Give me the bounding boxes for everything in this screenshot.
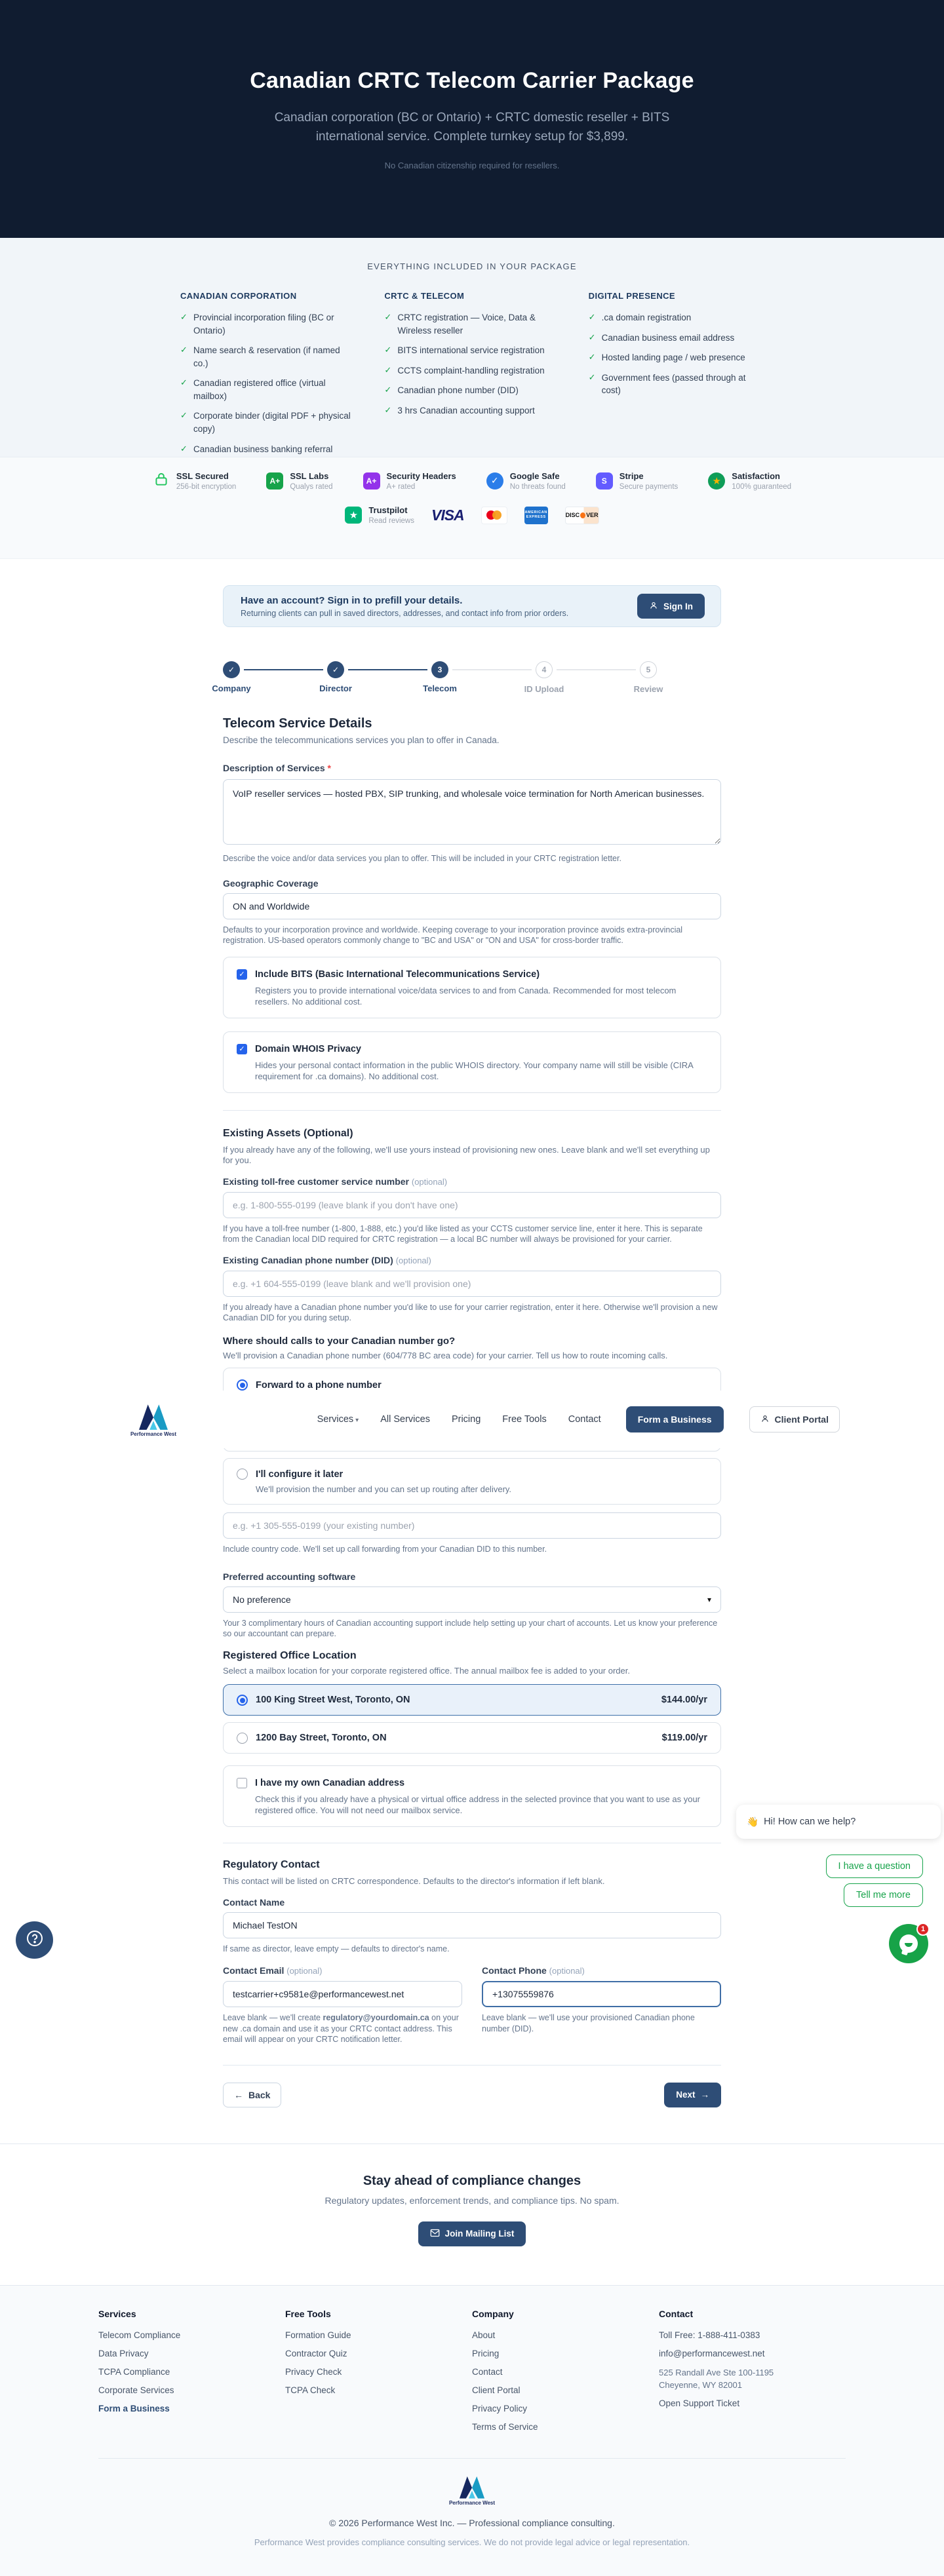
list-item: [180, 377, 355, 402]
accounting-label: Preferred accounting software: [223, 1571, 356, 1582]
radio-unselected-icon[interactable]: [237, 1469, 248, 1480]
amex-logo: [524, 507, 548, 524]
check-icon: ✓: [227, 665, 235, 674]
list-item: [384, 364, 559, 377]
list-item-label: Canadian registered office (virtual mailbox): [193, 378, 326, 401]
amex-text: EXPRESS: [526, 515, 546, 519]
sign-in-button[interactable]: [637, 594, 705, 619]
included-columns: [180, 291, 764, 463]
required-asterisk: *: [327, 763, 331, 773]
existing-assets-heading: Existing Assets (Optional): [223, 1127, 353, 1139]
optional-tag: (optional): [411, 1176, 448, 1187]
regulatory-desc: This contact will be listed on CRTC correspondence. Defaults to the director's information if left blank.: [223, 1876, 605, 1886]
description-label: [223, 762, 721, 774]
question-mark-icon: [25, 1929, 45, 1951]
check-icon: ✓: [180, 377, 187, 388]
radio-selected-icon[interactable]: [237, 1379, 248, 1391]
footer-address-line1: 525 Randall Ave Ste 100-1195: [659, 2367, 774, 2377]
footer-link-contact[interactable]: Contact: [472, 2366, 503, 2377]
step-number: 5: [646, 665, 651, 674]
accounting-help: Your 3 complimentary hours of Canadian accounting support include help setting up your chart of accounts. Let us know your preference so our accountant can prepare.: [223, 1618, 718, 1638]
discover-text: VER: [586, 512, 599, 518]
footer-brand-logo: [441, 2474, 503, 2506]
badge-stripe: [596, 471, 678, 491]
arrow-right-icon: →: [700, 2090, 709, 2100]
contact-email-input[interactable]: [223, 1981, 462, 2007]
chevron-down-icon: ▾: [707, 1594, 711, 1604]
step-connector: [348, 669, 427, 670]
progress-stepper: [212, 652, 721, 694]
form-a-business-button[interactable]: Form a Business: [626, 1406, 724, 1432]
page-title: Canadian CRTC Telecom Carrier Package: [250, 67, 694, 93]
configure-later-label: I'll configure it later: [256, 1469, 344, 1480]
step-company[interactable]: [212, 661, 251, 693]
help-button[interactable]: [16, 1921, 53, 1959]
user-icon: [649, 601, 658, 612]
client-portal-label: Client Portal: [774, 1414, 829, 1425]
check-icon: ✓: [588, 352, 596, 362]
list-item-label: CCTS complaint-handling registration: [397, 365, 545, 375]
label-text: Contact Email: [223, 1965, 285, 1976]
bits-description: Registers you to provide international voice/data services to and from Canada. Recommended for most telecom resellers. No additional cost.: [255, 985, 677, 1007]
footer-column-title: Free Tools: [285, 2308, 331, 2319]
list-item: [180, 410, 355, 435]
client-portal-button[interactable]: [749, 1406, 840, 1432]
footer-link-tcpa-compliance[interactable]: TCPA Compliance: [98, 2366, 170, 2377]
trust-badges-row: [0, 471, 944, 491]
list-item: [384, 404, 559, 417]
badge-text: [620, 471, 678, 491]
footer-column-title: Services: [98, 2308, 136, 2319]
footer-link-data-privacy[interactable]: Data Privacy: [98, 2348, 149, 2358]
badge-title: Google Safe: [509, 471, 560, 481]
check-icon: ✓: [588, 372, 596, 382]
forward-phone-input[interactable]: [223, 1512, 721, 1539]
copyright: © 2026 Performance West Inc. — Professional compliance consulting.: [329, 2517, 615, 2528]
signin-title: Have an account? Sign in to prefill your details.: [241, 594, 463, 606]
contact-name-label: Contact Name: [223, 1896, 285, 1908]
label-text: Existing Canadian phone number (DID): [223, 1254, 393, 1265]
footer-address-line2: Cheyenne, WY 82001: [659, 2379, 742, 2390]
list-item: [180, 443, 355, 456]
routing-heading: Where should calls to your Canadian number go?: [223, 1335, 456, 1347]
step-connector: [452, 669, 532, 670]
did-label: [223, 1254, 721, 1267]
forward-option-label: Forward to a phone number: [256, 1380, 382, 1391]
office-option-label: 1200 Bay Street, Toronto, ON: [256, 1733, 387, 1743]
tollfree-label: [223, 1176, 721, 1188]
column-digital-presence: [589, 291, 764, 463]
badge-subtitle: 256-bit encryption: [176, 482, 237, 491]
office-option-king-street[interactable]: [223, 1684, 721, 1716]
list-item-label: Provincial incorporation filing (BC or Ontario): [193, 313, 334, 336]
step-review[interactable]: [633, 661, 663, 694]
list-item: [589, 311, 764, 324]
top-navbar: [0, 1391, 944, 1448]
step-number: 4: [541, 665, 547, 674]
check-icon: ✓: [384, 364, 392, 375]
footer-link-privacy-check[interactable]: Privacy Check: [285, 2366, 342, 2377]
back-label: Back: [248, 2089, 271, 2100]
footer-toll-free[interactable]: Toll Free: 1-888-411-0383: [659, 2330, 760, 2340]
step-label: Company: [212, 683, 251, 693]
contact-phone-input[interactable]: [482, 1981, 721, 2007]
divider: [223, 1110, 721, 1111]
mailing-list-section: [0, 2143, 944, 2285]
existing-assets-desc: If you already have any of the following, we'll use yours instead of provisioning new ones. Leave blank and we'll set everything up for you.: [223, 1144, 710, 1165]
column-title: CANADIAN CORPORATION: [180, 291, 297, 301]
did-input[interactable]: [223, 1271, 721, 1297]
own-address-card[interactable]: [223, 1765, 721, 1827]
step-label: Review: [633, 684, 663, 694]
visa-logo: VISA: [431, 506, 464, 524]
badge-google-safe: [486, 471, 566, 491]
accounting-select[interactable]: [223, 1586, 721, 1613]
list-item-label: BITS international service registration: [397, 345, 545, 356]
badge-subtitle: 100% guaranteed: [732, 482, 792, 491]
chevron-down-icon: ▾: [355, 1417, 359, 1424]
bits-option-text: [255, 968, 707, 1007]
footer-link-corporate-services[interactable]: Corporate Services: [98, 2385, 174, 2395]
list-item: [384, 384, 559, 397]
list-item-label: Canadian phone number (DID): [397, 385, 519, 396]
whois-description: Hides your personal contact information in the public WHOIS directory. Your company name will still be visible (CIRA requirement for .ca domains). No additional cost.: [255, 1060, 694, 1081]
check-icon: ✓: [180, 312, 187, 322]
own-address-desc: Check this if you already have a physical or virtual office address in the selected province that you want to use as your registered office. You will not need our mailbox service.: [255, 1794, 701, 1815]
trust-badges-section: [0, 457, 944, 559]
label-text: Contact Phone: [482, 1965, 547, 1976]
configure-later-option-card[interactable]: [223, 1458, 721, 1505]
label-text: Description of Services: [223, 763, 325, 773]
badge-subtitle: Qualys rated: [290, 482, 333, 491]
badge-security-headers: [363, 471, 456, 491]
included-section: [0, 238, 944, 457]
badge-text: [510, 471, 566, 491]
footer-link-formation-guide[interactable]: Formation Guide: [285, 2330, 351, 2340]
bits-option-card[interactable]: [223, 957, 721, 1018]
column-crtc-telecom: [384, 291, 559, 463]
amex-text: AMERICAN: [524, 510, 547, 514]
signin-banner: [223, 585, 721, 627]
coverage-input[interactable]: [223, 893, 721, 919]
office-option-price: $119.00/yr: [661, 1733, 707, 1743]
list-item: [589, 332, 764, 345]
routing-desc: We'll provision a Canadian phone number (604/778 BC area code) for your carrier. Tell us how to route incoming calls.: [223, 1350, 668, 1360]
badge-title: Trustpilot: [368, 505, 408, 515]
office-heading: Registered Office Location: [223, 1649, 357, 1661]
chat-unread-badge: 1: [916, 1923, 930, 1936]
badge-text: [290, 471, 332, 491]
contact-phone-help: Leave blank — we'll use your provisioned Canadian phone number (DID).: [482, 2013, 695, 2033]
check-icon: ✓: [180, 345, 187, 355]
contact-name-help: If same as director, leave empty — defaults to director's name.: [223, 1944, 450, 1953]
optional-tag: (optional): [549, 1966, 585, 1976]
brand-name: Performance West: [448, 2499, 496, 2506]
check-icon: ✓: [384, 312, 392, 322]
footer-link-form-a-business[interactable]: Form a Business: [98, 2403, 170, 2413]
tollfree-input[interactable]: [223, 1192, 721, 1218]
badge-title: Satisfaction: [732, 471, 780, 481]
badge-subtitle: Secure payments: [619, 482, 678, 491]
checkbox-checked-icon[interactable]: ✓: [237, 1044, 247, 1054]
badge-title: SSL Labs: [290, 471, 329, 481]
footer-free-tools-column: [285, 2309, 472, 2440]
list-item-label: CRTC registration — Voice, Data & Wireless reseller: [397, 313, 536, 336]
office-desc: Select a mailbox location for your corporate registered office. The annual mailbox fee is added to your order.: [223, 1665, 630, 1676]
check-icon: ✓: [332, 665, 340, 674]
mail-icon: [430, 2229, 440, 2239]
configure-later-text: [256, 1468, 511, 1495]
check-icon: ✓: [588, 312, 596, 322]
step-number: 3: [437, 665, 442, 674]
chat-launcher-button[interactable]: [889, 1924, 928, 1963]
check-icon: ✓: [384, 385, 392, 395]
hero-subtitle: Canadian corporation (BC or Ontario) + CRTC domestic reseller + BITS international service. Complete turnkey setup for $3,899.: [274, 110, 670, 144]
payment-logos-row: [0, 505, 944, 525]
step-label: Director: [319, 683, 352, 693]
optional-tag: (optional): [395, 1255, 431, 1265]
step-label: Telecom: [423, 683, 457, 693]
chat-bubble-icon: [899, 1934, 918, 1953]
contact-phone-label: [482, 1965, 721, 1977]
trustpilot-star-icon: ★: [345, 507, 362, 524]
mastercard-orange-circle: [492, 510, 502, 520]
footer-link-telecom-compliance[interactable]: Telecom Compliance: [98, 2330, 181, 2340]
optional-tag: (optional): [286, 1966, 323, 1976]
did-help: If you already have a Canadian phone number you'd like to use for your carrier registration, enter it here. Otherwise we'll provision a new Canadian DID for you during setup.: [223, 1302, 718, 1322]
tollfree-help: If you have a toll-free number (1-800, 1-888, etc.) you'd like listed as your CCTS customer service line, enter it here. This is separate from the Canadian local DID required for CRTC registration — a local BC number will always be provisioned for your carrier.: [223, 1223, 703, 1244]
list-item-label: 3 hrs Canadian accounting support: [397, 405, 535, 415]
list-item: [589, 351, 764, 364]
footer-link-about[interactable]: About: [472, 2330, 496, 2340]
footer-column-title: Company: [472, 2308, 514, 2319]
checkbox-checked-icon[interactable]: ✓: [237, 969, 247, 980]
office-option-price: $144.00/yr: [661, 1695, 707, 1705]
badge-subtitle: A+ rated: [386, 482, 416, 491]
badge-title: Security Headers: [386, 471, 456, 481]
logo-mark-icon: [138, 1402, 168, 1430]
discover-circle-icon: [580, 512, 585, 518]
footer-columns: [98, 2309, 846, 2440]
label-text: Existing toll-free customer service number: [223, 1176, 409, 1187]
next-button[interactable]: [664, 2083, 721, 2107]
arrow-left-icon: ←: [234, 2089, 243, 2100]
whois-option-text: [255, 1043, 707, 1082]
form-heading: Telecom Service Details: [223, 716, 372, 731]
nav-services[interactable]: [317, 1414, 359, 1425]
column-title: DIGITAL PRESENCE: [588, 291, 675, 301]
list-item-label: Canadian business email address: [601, 332, 735, 343]
contact-phone-field-group: [482, 1965, 721, 2045]
chat-greeting-bubble[interactable]: [736, 1805, 941, 1839]
list-item-label: Name search & reservation (if named co.): [193, 345, 340, 368]
list-item: [384, 344, 559, 357]
whois-title: Domain WHOIS Privacy: [255, 1043, 361, 1054]
brand-logo[interactable]: [122, 1402, 185, 1437]
whois-option-card[interactable]: [223, 1031, 721, 1093]
form-actions: [223, 2083, 721, 2107]
check-icon: ✓: [180, 443, 187, 453]
checkbox-unchecked-icon[interactable]: [237, 1778, 247, 1788]
chat-quick-reply-question[interactable]: I have a question: [826, 1855, 923, 1878]
accounting-selected-value: No preference: [233, 1594, 291, 1605]
office-option-bay-street[interactable]: [223, 1722, 721, 1754]
radio-selected-icon[interactable]: [237, 1695, 248, 1706]
cta-title: Stay ahead of compliance changes: [363, 2173, 581, 2188]
list-item-label: Hosted landing page / web presence: [601, 353, 745, 363]
list-item-label: Corporate binder (digital PDF + physical copy): [193, 411, 351, 434]
stripe-icon: S: [596, 472, 613, 490]
coverage-help: Defaults to your incorporation province and worldwide. Keeping coverage to your incorporation province avoids extra-provincial registration. US-based operators commonly change to "BC and USA" or "ON and USA" for cross-border traffic.: [223, 925, 683, 945]
description-textarea[interactable]: [223, 779, 721, 845]
form-subheading: Describe the telecommunications services you plan to offer in Canada.: [223, 735, 500, 745]
list-item: [384, 311, 559, 337]
column-canadian-corporation: [180, 291, 355, 463]
disclaimer: Performance West provides compliance consulting services. We do not provide legal advice or legal representation.: [254, 2537, 690, 2547]
user-icon: [760, 1414, 770, 1425]
own-address-title: I have my own Canadian address: [255, 1778, 405, 1788]
discover-text: DISC: [565, 512, 580, 518]
list-item: [589, 372, 764, 397]
shield-check-icon: ✓: [486, 472, 503, 490]
a-plus-icon: A+: [266, 472, 283, 490]
contact-email-label: [223, 1965, 462, 1977]
nav-pricing[interactable]: Pricing: [451, 1414, 481, 1425]
radio-unselected-icon[interactable]: [237, 1733, 248, 1744]
footer-contact-column: [659, 2309, 846, 2440]
footer: [0, 2285, 944, 2576]
badge-trustpilot[interactable]: [345, 505, 414, 525]
chat-greeting-text: Hi! How can we help?: [764, 1817, 856, 1827]
footer-link-contractor-quiz[interactable]: Contractor Quiz: [285, 2348, 347, 2358]
list-item: [180, 344, 355, 370]
wave-icon: 👋: [747, 1817, 759, 1828]
nav-free-tools[interactable]: Free Tools: [502, 1414, 547, 1425]
description-help: Describe the voice and/or data services you plan to offer. This will be included in your CRTC registration letter.: [223, 854, 621, 863]
footer-link-pricing[interactable]: Pricing: [472, 2348, 500, 2358]
contact-name-input[interactable]: [223, 1912, 721, 1938]
footer-email[interactable]: info@performancewest.net: [659, 2348, 765, 2358]
bits-title: Include BITS (Basic International Telecommunications Service): [255, 969, 540, 980]
footer-open-support-ticket[interactable]: Open Support Ticket: [659, 2398, 740, 2408]
footer-company-column: [472, 2309, 659, 2440]
cta-subtitle: Regulatory updates, enforcement trends, and compliance tips. No spam.: [324, 2195, 620, 2206]
join-mailing-list-button[interactable]: [418, 2221, 526, 2246]
star-circle-icon: ★: [708, 472, 725, 490]
signin-text: [241, 595, 568, 618]
badge-subtitle: No threats found: [509, 482, 566, 491]
regulatory-heading: Regulatory Contact: [223, 1859, 320, 1870]
step-label: ID Upload: [524, 684, 564, 694]
discover-logo: [565, 507, 599, 524]
list-item-label: Canadian business banking referral: [193, 444, 333, 454]
footer-link-tcpa-check[interactable]: TCPA Check: [285, 2385, 336, 2395]
help-text: Leave blank — we'll create: [223, 2013, 323, 2022]
brand-name: Performance West: [130, 1431, 177, 1437]
own-address-text: [255, 1777, 707, 1816]
footer-divider: [98, 2458, 846, 2459]
check-icon: ✓: [180, 410, 187, 421]
list-item-label: Government fees (passed through at cost): [601, 372, 746, 396]
badge-title: SSL Secured: [176, 471, 229, 481]
badge-text: [368, 505, 414, 525]
step-connector: [557, 669, 636, 670]
smile-icon: [905, 1943, 913, 1947]
logo-mark-icon: [459, 2474, 485, 2499]
footer-services-column: [98, 2309, 285, 2440]
list-item-label: .ca domain registration: [601, 313, 692, 322]
badge-ssl-labs: [266, 471, 332, 491]
badge-text: [732, 471, 791, 491]
main-content: [0, 559, 944, 2143]
step-id-upload[interactable]: [524, 661, 564, 694]
step-telecom[interactable]: [423, 661, 457, 693]
nav-links: [317, 1414, 601, 1425]
next-label: Next: [676, 2090, 696, 2100]
back-button[interactable]: [223, 2083, 281, 2107]
badge-text: [387, 471, 456, 491]
footer-link-terms-of-service[interactable]: Terms of Service: [472, 2421, 538, 2432]
badge-ssl-secured: [153, 471, 236, 491]
a-plus-icon: A+: [363, 472, 380, 490]
badge-text: [176, 471, 236, 491]
check-icon: ✓: [384, 345, 392, 355]
hero-note: No Canadian citizenship required for resellers.: [384, 160, 560, 170]
included-heading: EVERYTHING INCLUDED IN YOUR PACKAGE: [367, 261, 577, 271]
help-email: regulatory@yourdomain.ca: [323, 2013, 429, 2022]
footer-link-privacy-policy[interactable]: Privacy Policy: [472, 2403, 528, 2413]
nav-all-services[interactable]: All Services: [380, 1414, 430, 1425]
contact-email-help: [223, 2012, 462, 2045]
configure-later-desc: We'll provision the number and you can set up routing after delivery.: [256, 1484, 512, 1494]
forward-phone-help: Include country code. We'll set up call forwarding from your Canadian DID to this number.: [223, 1545, 547, 1554]
contact-two-columns: [223, 1965, 721, 2045]
footer-link-client-portal[interactable]: Client Portal: [472, 2385, 521, 2395]
step-connector: [244, 669, 323, 670]
footer-bottom: [98, 2474, 846, 2547]
routing-forward-wrap: [130, 1368, 829, 1451]
check-icon: ✓: [588, 332, 596, 342]
nav-label: Services: [317, 1414, 354, 1425]
chat-quick-reply-more[interactable]: Tell me more: [844, 1883, 923, 1907]
sign-in-label: Sign In: [663, 601, 693, 611]
list-item: [180, 311, 355, 337]
divider: [223, 2065, 721, 2066]
join-mailing-list-label: Join Mailing List: [444, 2229, 515, 2239]
lock-icon: [153, 471, 170, 491]
step-director[interactable]: [319, 661, 352, 693]
mastercard-logo: [481, 507, 507, 524]
signin-subtitle: Returning clients can pull in saved directors, addresses, and contact info from prior orders.: [241, 608, 569, 618]
badge-satisfaction: [708, 471, 791, 491]
office-option-label: 100 King Street West, Toronto, ON: [256, 1695, 410, 1705]
nav-contact[interactable]: Contact: [568, 1414, 601, 1425]
coverage-label: Geographic Coverage: [223, 877, 319, 889]
column-title: CRTC & TELECOM: [384, 291, 465, 301]
footer-column-title: Contact: [659, 2308, 694, 2319]
contact-email-field-group: [223, 1965, 462, 2045]
hero-section: [0, 0, 944, 238]
badge-subtitle: Read reviews: [368, 517, 414, 525]
help-text: on your new .ca domain and use it as your CRTC contact address. This email will appear on your CRTC notification letter.: [223, 2013, 459, 2044]
badge-title: Stripe: [619, 471, 644, 481]
check-icon: ✓: [384, 404, 392, 415]
